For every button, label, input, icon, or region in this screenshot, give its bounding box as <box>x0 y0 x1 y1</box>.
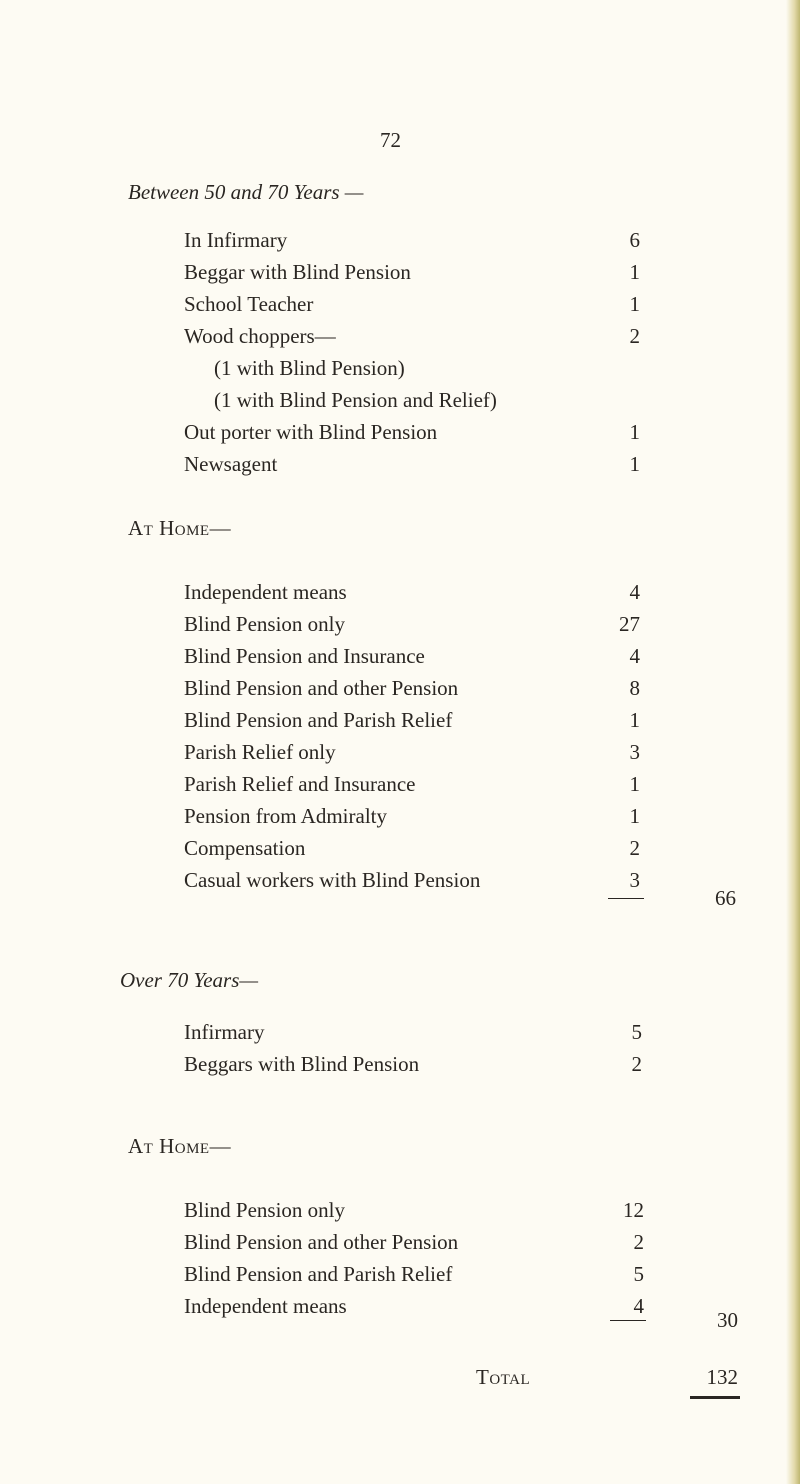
list-item-value: 6 <box>629 228 640 252</box>
list-item: Pension from Admiralty <box>184 804 387 828</box>
list-item-value: 2 <box>629 836 640 860</box>
list-item-value: 12 <box>623 1198 644 1222</box>
list-item-value: 1 <box>629 804 640 828</box>
list-item: Casual workers with Blind Pension <box>184 868 481 892</box>
list-item: Blind Pension and Parish Relief <box>184 1262 453 1286</box>
section-heading-over-70: Over 70 Years— <box>120 968 259 992</box>
list-item: Blind Pension only <box>184 612 346 636</box>
page-edge <box>786 0 800 1484</box>
subtotal-rule <box>610 1320 646 1321</box>
section-heading-at-home: At Home— <box>128 516 232 540</box>
list-item: School Teacher <box>184 292 314 316</box>
list-item: Compensation <box>184 836 306 860</box>
page-number: 72 <box>380 128 401 152</box>
total-value: 132 <box>706 1365 738 1389</box>
list-item-value: 4 <box>633 1294 644 1318</box>
list-item-value: 2 <box>629 324 640 348</box>
list-item: Blind Pension and other Pension <box>184 1230 459 1254</box>
list-item: Parish Relief and Insurance <box>184 772 416 796</box>
subtotal-value: 66 <box>715 886 736 910</box>
section-heading-50-70: Between 50 and 70 Years — <box>128 180 364 204</box>
list-item-value: 8 <box>629 676 640 700</box>
list-item-value: 1 <box>629 260 640 284</box>
list-item: Infirmary <box>184 1020 265 1044</box>
list-item-note: (1 with Blind Pension) <box>214 356 405 380</box>
list-item-value: 1 <box>629 292 640 316</box>
list-item-value: 1 <box>629 420 640 444</box>
list-item: Beggars with Blind Pension <box>184 1052 420 1076</box>
list-item: Blind Pension only <box>184 1198 346 1222</box>
list-item: Blind Pension and Parish Relief <box>184 708 453 732</box>
list-item-value: 2 <box>633 1230 644 1254</box>
list-item: Beggar with Blind Pension <box>184 260 411 284</box>
list-item-value: 4 <box>629 580 640 604</box>
list-item-value: 1 <box>629 772 640 796</box>
list-item-value: 3 <box>629 740 640 764</box>
list-item: Out porter with Blind Pension <box>184 420 438 444</box>
list-item-value: 1 <box>629 452 640 476</box>
list-item: Parish Relief only <box>184 740 336 764</box>
subtotal-rule <box>608 898 644 899</box>
list-item-value: 1 <box>629 708 640 732</box>
total-label: Total <box>476 1365 531 1389</box>
list-item-value: 5 <box>633 1262 644 1286</box>
list-item: Blind Pension and Insurance <box>184 644 425 668</box>
list-item: Blind Pension and other Pension <box>184 676 459 700</box>
subtotal-value: 30 <box>717 1308 738 1332</box>
list-item-value: 4 <box>629 644 640 668</box>
list-item: Independent means <box>184 1294 347 1318</box>
section-heading-at-home: At Home— <box>128 1134 232 1158</box>
list-item-value: 2 <box>631 1052 642 1076</box>
list-item-value: 27 <box>619 612 640 636</box>
list-item-value: 5 <box>631 1020 642 1044</box>
list-item-value: 3 <box>629 868 640 892</box>
list-item-note: (1 with Blind Pension and Relief) <box>214 388 497 412</box>
list-item: Newsagent <box>184 452 278 476</box>
total-rule <box>690 1396 740 1399</box>
list-item: In Infirmary <box>184 228 288 252</box>
list-item: Wood choppers— <box>184 324 336 348</box>
list-item: Independent means <box>184 580 347 604</box>
